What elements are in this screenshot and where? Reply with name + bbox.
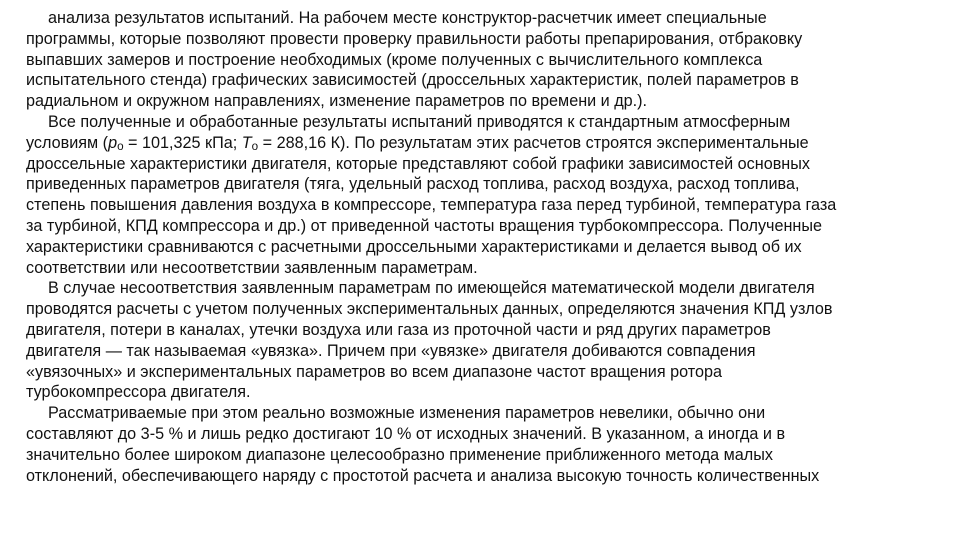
text-line: программы, которые позволяют провести проверку правильности работы препарирования, отбраковку [26, 29, 803, 48]
formula-text: = 288,16 К). По результатам этих расчетов строятся экспериментальные [258, 133, 809, 152]
formula-text: условиям ( [26, 133, 109, 152]
text-line: Рассматриваемые при этом реально возможные изменения параметров невелики, обычно они [48, 404, 766, 423]
text-line: дроссельные характеристики двигателя, которые представляют собой графики зависимостей основных [26, 154, 810, 173]
paragraph-2 [26, 112, 941, 278]
formula-text: = 101,325 кПа; [123, 133, 242, 152]
text-line: двигателя — так называемая «увязка». Причем при «увязке» двигателя добиваются совпадения [26, 341, 756, 360]
text-line: характеристики сравниваются с расчетными дроссельными характеристиками и делается вывод об их [26, 237, 802, 256]
text-line: «увязочных» и экспериментальных параметров во всем диапазоне частот вращения ротора [26, 362, 722, 381]
text-line: за турбиной, КПД компрессора и др.) от приведенной частоты вращения турбокомпрессора. Полученные [26, 216, 823, 235]
pressure-symbol: p [108, 133, 118, 152]
text-line: Все полученные и обработанные результаты испытаний приводятся к стандартным атмосферным [48, 112, 791, 131]
text-line: отклонений, обеспечивающего наряду с простотой расчета и анализа высокую точность количественных [26, 466, 820, 485]
pressure-subscript: o [117, 139, 124, 153]
temperature-symbol: T [241, 133, 252, 152]
document-text [26, 8, 941, 486]
text-line: степень повышения давления воздуха в компрессоре, температура газа перед турбиной, температура газа [26, 196, 837, 215]
text-line: В случае несоответствия заявленным параметрам по имеющейся математической модели двигателя [48, 279, 815, 298]
text-line: турбокомпрессора двигателя. [26, 383, 251, 402]
temperature-subscript: o [251, 139, 259, 153]
paragraph-4 [26, 403, 941, 486]
paragraph-1 [26, 8, 941, 112]
text-line: соответствии или несоответствии заявленным параметрам. [26, 258, 478, 277]
text-line: выпавших замеров и построение необходимых (кроме полученных с вычислительного комплекса [26, 50, 763, 69]
text-line: приведенных параметров двигателя (тяга, удельный расход топлива, расход воздуха, расход топлива, [26, 175, 800, 194]
text-line: анализа результатов испытаний. На рабочем месте конструктор-расчетчик имеет специальные [48, 9, 767, 27]
formula-line [26, 133, 941, 154]
text-line: испытательного стенда) графических зависимостей (дроссельных характеристик, полей параметров в [26, 71, 799, 90]
paragraph-3 [26, 278, 941, 403]
text-line: проводятся расчеты с учетом полученных экспериментальных данных, определяются значения КПД узлов [26, 300, 833, 319]
text-line: радиальном и окружном направлениях, изменение параметров по времени и др.). [26, 92, 648, 111]
text-line: двигателя, потери в каналах, утечки воздуха или газа из проточной части и ряд других параметров [26, 320, 771, 339]
text-line: значительно более широком диапазоне целесообразно применение приближенного метода малых [26, 445, 773, 464]
text-line: составляют до 3-5 % и лишь редко достигают 10 % от исходных значений. В указанном, а иногда и в [26, 424, 786, 443]
